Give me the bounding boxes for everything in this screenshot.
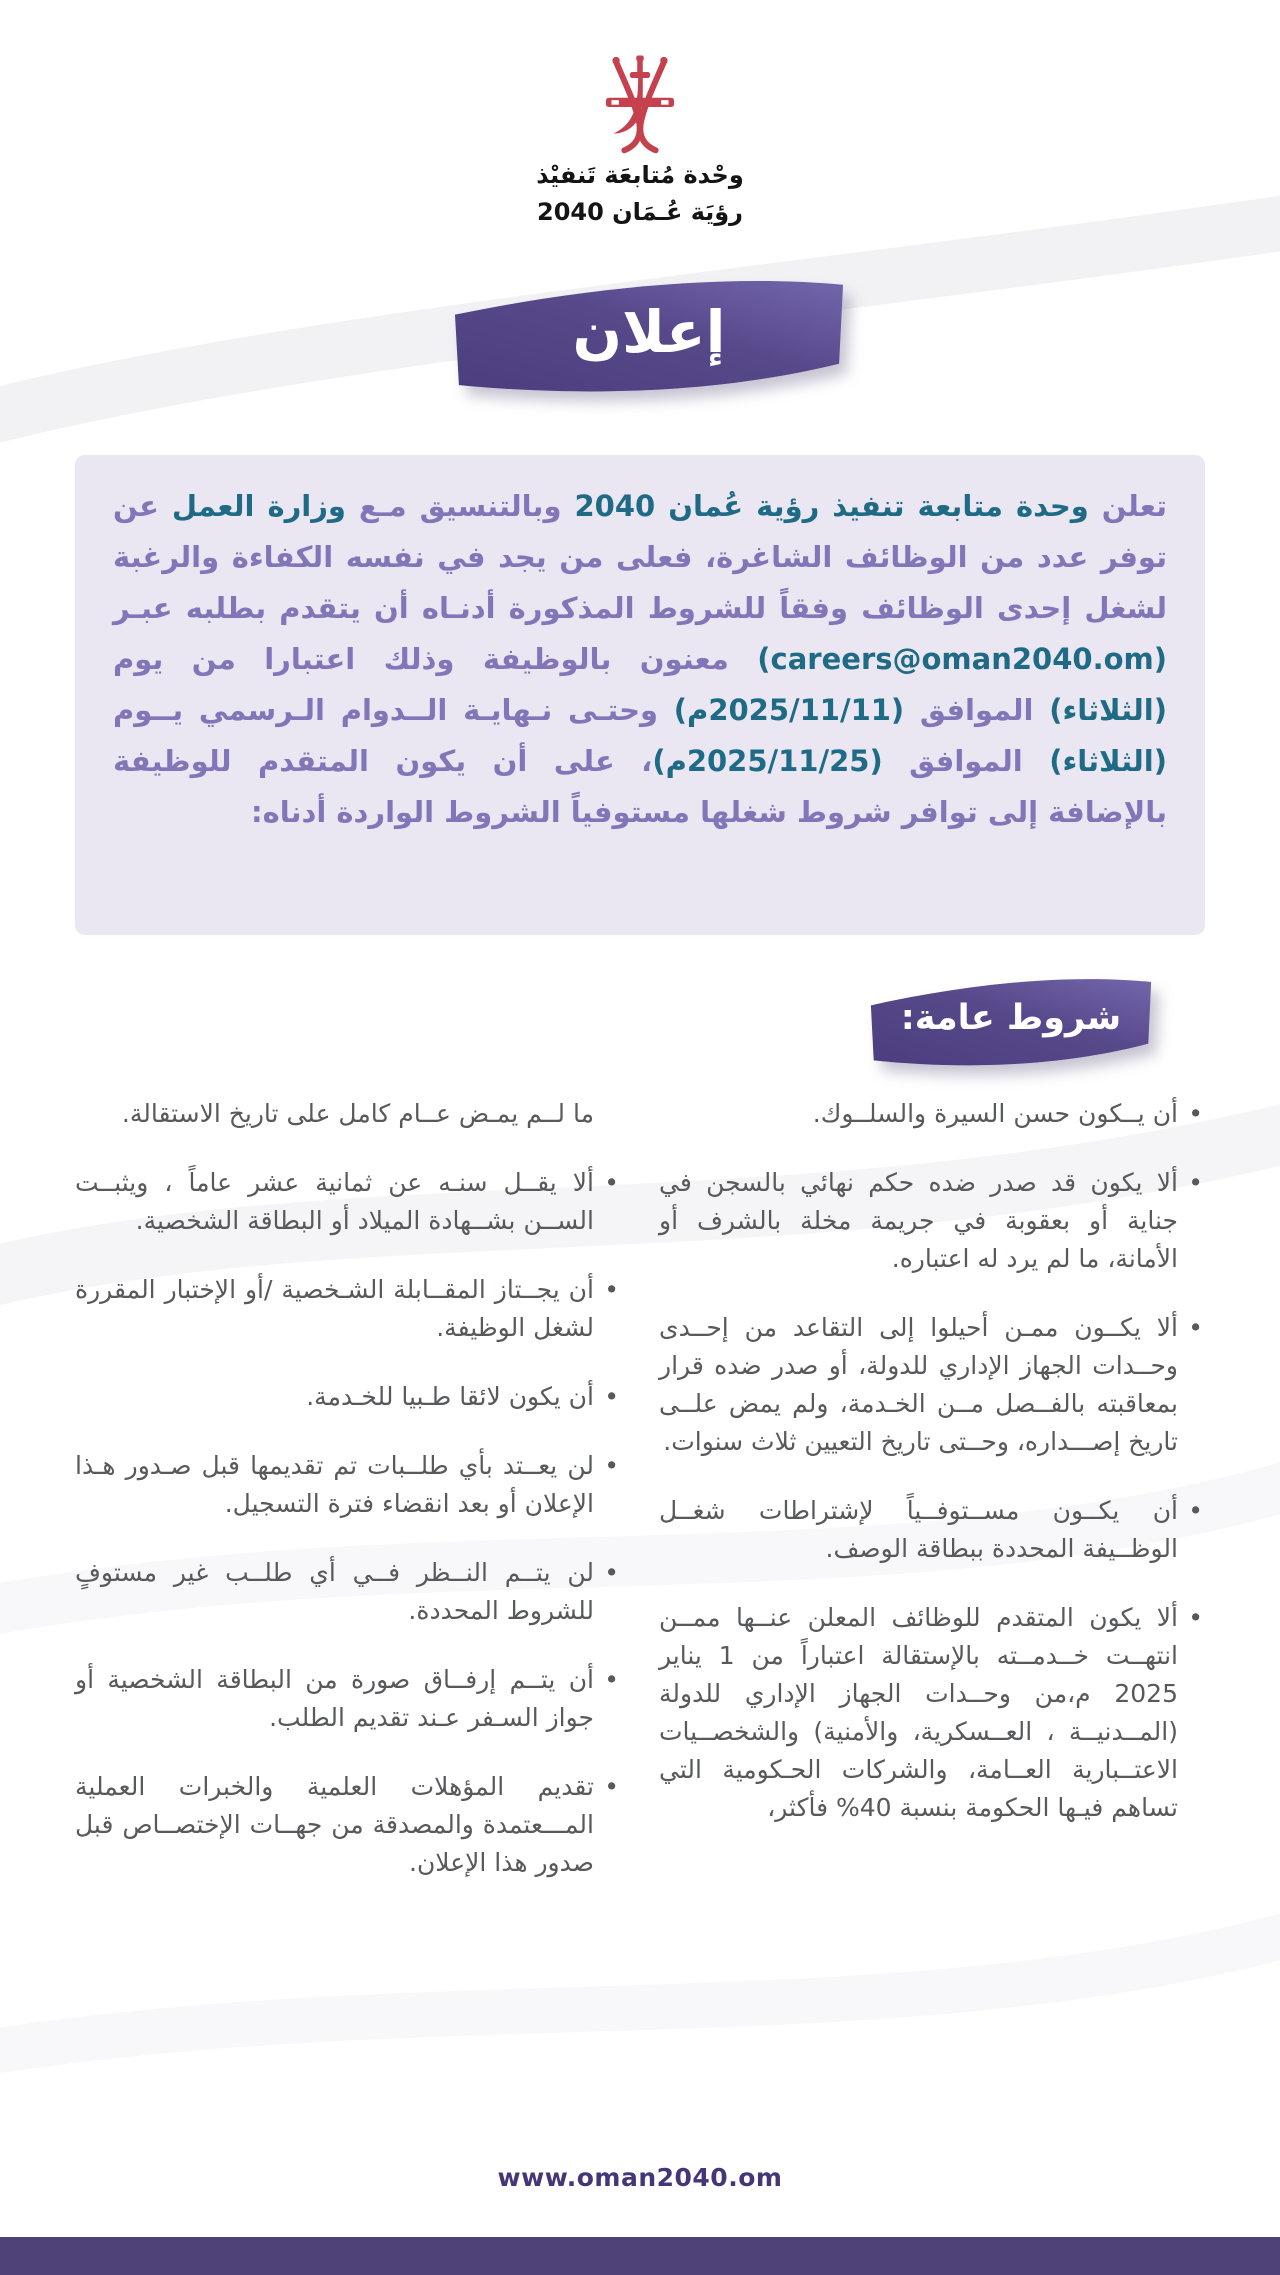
- bullet-dot: •: [604, 1772, 619, 1801]
- condition-item: [75, 1768, 621, 1882]
- intro-segment: الموافق: [882, 744, 1050, 779]
- bullet-dot: •: [604, 1275, 619, 1304]
- bullet-dot: •: [1188, 1168, 1203, 1197]
- condition-text: ألا يكــون ممـن أحيلوا إلى التقاعد من إحــدى وحــدات الجهاز الإداري للدولة، أو صدر ضده قرار بمعاقبته بالفــصل مــن الخـدمة، ولم يمض علــى تاريخ إصـــداره، وحــتى تاريخ التعيين ثلاث سنوات.: [659, 1313, 1178, 1456]
- intro-segment: وحتـى نـهايـة الــدوام الـرسمي يــوم: [113, 693, 674, 728]
- intro-segment: عن توفر عدد من الوظائف الشاغرة، فعلى من يجد في نفسه الكفاءة والرغبة لشغل إحدى الوظائف وفقاً للشروط المذكورة أدنـاه أن يتقدم بطلبه عبـر: [113, 489, 1167, 626]
- bullet-dot: •: [1188, 1496, 1203, 1525]
- condition-item: [659, 1309, 1205, 1461]
- intro-segment: وزارة العمل: [171, 489, 346, 523]
- intro-segment: وبالتنسيق مـع: [345, 489, 575, 523]
- bullet-dot: •: [1188, 1603, 1203, 1632]
- condition-text: أن يتــم إرفــاق صورة من البطاقة الشخصية أو جواز السـفر عـند تقديم الطلب.: [75, 1665, 594, 1732]
- condition-item: [75, 1661, 621, 1737]
- bullet-dot: •: [1188, 1313, 1203, 1342]
- intro-segment: ، على أن يكون المتقدم للوظيفة بالإضافة إلى توافر شروط شغلها مستوفياً الشروط الواردة أدناه:: [113, 744, 1167, 830]
- oman-emblem-icon: [594, 54, 686, 154]
- condition-text: أن يكون لائقا طـبيا للخـدمة.: [306, 1382, 594, 1411]
- condition-item: [659, 1095, 1205, 1133]
- condition-item: [75, 1447, 621, 1523]
- announcement-title: إعلان: [572, 298, 726, 366]
- intro-segment: (2025/11/11م): [673, 693, 905, 728]
- bottom-bar: [0, 2237, 1280, 2275]
- intro-segment: وحدة متابعة تنفيذ رؤية عُمان 2040: [574, 489, 1089, 523]
- condition-item: [75, 1164, 621, 1240]
- conditions-column-right: [659, 1095, 1205, 1913]
- condition-item: [75, 1554, 621, 1630]
- bullet-dot: •: [604, 1558, 619, 1587]
- header-logo: [0, 54, 1280, 228]
- bullet-dot: •: [1188, 1099, 1203, 1128]
- condition-item: [75, 1271, 621, 1347]
- condition-item: [659, 1164, 1205, 1278]
- condition-text: أن يجــتاز المقــابلة الشـخصية /أو الإختبار المقررة لشغل الوظيفة.: [75, 1275, 594, 1342]
- footer-website-url: www.oman2040.om: [497, 2163, 783, 2192]
- condition-item: [75, 1378, 621, 1416]
- intro-segment: (الثلاثاء): [1049, 744, 1168, 779]
- announcement-ribbon: [451, 272, 847, 400]
- intro-segment: (2025/11/25م): [652, 744, 883, 779]
- condition-item: [75, 1095, 621, 1133]
- condition-text: لن يتــم النــظر فــي أي طلــب غير مستوفٍ للشروط المحددة.: [75, 1558, 594, 1625]
- section-ribbon: [868, 972, 1154, 1072]
- intro-segment: معنون بالوظيفة وذلك اعتبارا من يوم: [113, 642, 758, 677]
- bullet-dot: •: [604, 1665, 619, 1694]
- logo-calligraphy-line1: وحْدة مُتابعَة تَنفيْذ: [536, 161, 744, 189]
- intro-segment: الموافق: [904, 693, 1050, 728]
- intro-segment: (الثلاثاء): [1049, 693, 1168, 728]
- condition-text: أن يــكون حسن السيرة والسلــوك.: [812, 1099, 1178, 1128]
- bullet-dot: •: [604, 1168, 619, 1197]
- bullet-dot: •: [604, 1451, 619, 1480]
- condition-text: ألا يقــل سنـه عن ثمانية عشر عاماً ، ويثبــت الســن بشــهادة الميلاد أو البطاقة الشخصية.: [75, 1168, 594, 1235]
- condition-item: [659, 1492, 1205, 1568]
- logo-calligraphy-line2: رؤيَة عُـمَان 2040: [537, 198, 743, 227]
- conditions-column-left: [75, 1095, 621, 1913]
- condition-text: ألا يكون قد صدر ضده حكم نهائي بالسجن في جناية أو بعقوبة في جريمة مخلة بالشرف أو الأمانة، ما لم يرد له اعتباره.: [659, 1168, 1178, 1273]
- intro-panel: [75, 455, 1205, 935]
- condition-text: لن يعــتد بأي طلــبات تم تقديمها قبل صـدور هـذا الإعلان أو بعد انقضاء فترة التسجيل.: [75, 1451, 594, 1518]
- conditions-columns: [75, 1095, 1205, 1913]
- condition-text: ما لــم يمـض عــام كامل على تاريخ الاستقالة.: [121, 1099, 594, 1128]
- section-title: شروط عامة:: [900, 998, 1122, 1038]
- intro-segment: تعلن: [1088, 489, 1168, 523]
- intro-text: [113, 481, 1167, 838]
- intro-segment: (careers@oman2040.om): [757, 642, 1167, 677]
- bullet-dot: •: [604, 1382, 619, 1411]
- condition-text: تقديم المؤهلات العلمية والخبرات العملية المـــعتمدة والمصدقة من جهــات الإختصــاص قبل صدور هذا الإعلان.: [75, 1772, 594, 1877]
- condition-text: أن يكــون مســتوفــياً لإشتراطات شغــل الوظــيفة المحددة ببطاقة الوصف.: [659, 1496, 1178, 1563]
- condition-text: ألا يكون المتقدم للوظائف المعلن عنــها ممــن انتهــت خــدمــته بالإستقالة اعتباراً من 1 يناير 2025 م،من وحــدات الجهاز الإداري للدولة (المــدنيــة ، العــسكرية، والأمنية) والشخصــيات الاعتــبارية العــامة، والشركات الحـكومية التي تساهم فيـها الحكومة بنسبة 40% فأكثر،: [659, 1603, 1178, 1822]
- condition-item: [659, 1599, 1205, 1827]
